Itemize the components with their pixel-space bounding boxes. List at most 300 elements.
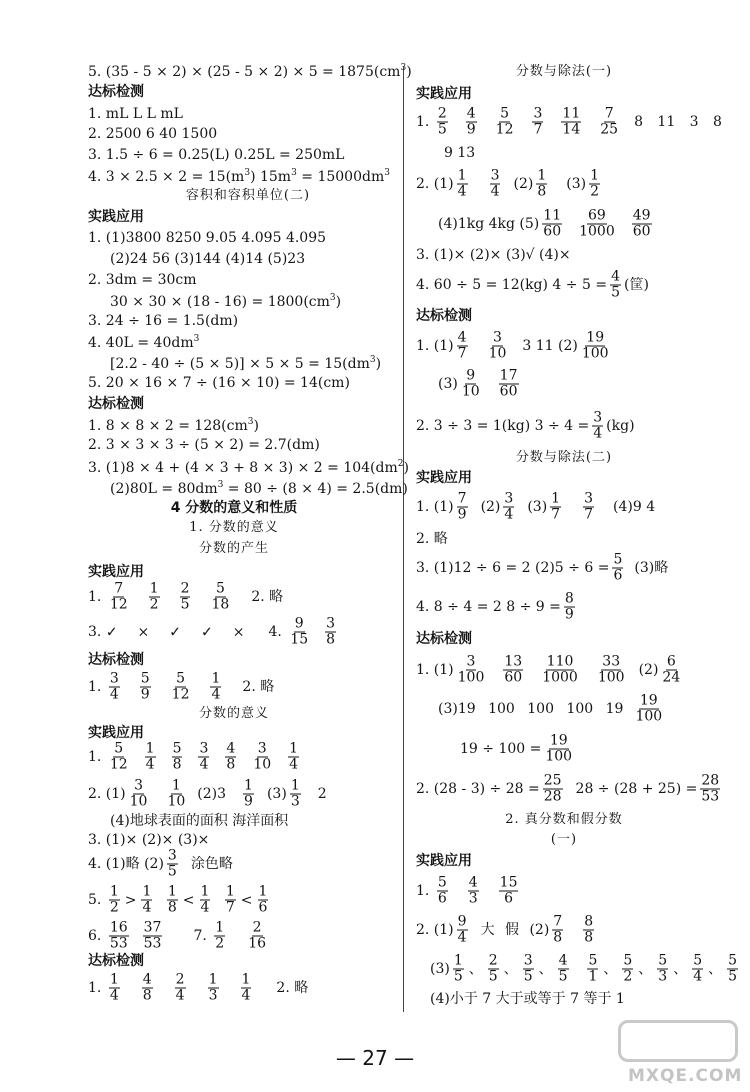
- denominator: 2: [590, 183, 600, 200]
- fraction: [503, 655, 523, 686]
- numerator: 2: [180, 580, 190, 597]
- numerator: 33: [602, 653, 621, 670]
- subsection-part: (一): [550, 832, 578, 847]
- fraction: [109, 885, 120, 916]
- fraction: [490, 169, 501, 200]
- denominator: 10: [461, 383, 480, 400]
- denominator: 1000: [542, 669, 578, 686]
- denominator: 9: [140, 686, 150, 703]
- denominator: 2: [623, 968, 633, 985]
- denominator: 25: [600, 121, 619, 138]
- numerator: 1: [244, 777, 253, 794]
- denominator: 28: [543, 788, 562, 805]
- fraction: [325, 617, 336, 648]
- denominator: 15: [290, 631, 309, 648]
- numerator: 9: [294, 615, 304, 632]
- denominator: 7: [457, 345, 467, 362]
- answer-line: 2. (1) $\frac{3}{10}$ $\frac{1}{10}$ (2)3 $\frac{1}{9}$ (3) $\frac{1}{3}$ 2: [88, 777, 327, 810]
- answer-line: 1. $\frac{7}{12}$ $\frac{1}{2}$ $\frac{2}{5}$ $\frac{5}{18}$ 2. 略: [88, 580, 284, 613]
- numerator: 5: [215, 580, 225, 597]
- denominator: 100: [635, 708, 663, 725]
- fraction: [289, 617, 309, 648]
- fraction: [258, 885, 269, 916]
- fraction: [532, 107, 543, 138]
- fraction: [634, 694, 663, 725]
- fraction: [210, 672, 221, 703]
- fraction: [589, 169, 600, 200]
- denominator: 4: [109, 987, 119, 1004]
- numerator: 25: [543, 772, 562, 789]
- page-number: — 27 —: [335, 1046, 415, 1070]
- judgement-mark: ×: [137, 624, 150, 640]
- denominator: 2: [109, 899, 119, 916]
- fraction: [692, 954, 703, 985]
- answer-line: 4. $40L = 40dm^3$: [88, 334, 200, 351]
- fraction: [453, 954, 464, 985]
- numerator: 49: [632, 207, 651, 224]
- numerator: 1: [200, 883, 210, 900]
- fraction: [172, 742, 183, 773]
- denominator: 8: [172, 756, 182, 773]
- fraction: [437, 876, 448, 907]
- numerator: 8: [564, 590, 574, 607]
- answer-line: 3. $(1)8 \times 4 + (4 \times 3 + 8 \times 3) \times 2 = 104(dm^2)$: [88, 459, 409, 476]
- numerator: 11: [543, 207, 562, 224]
- section-title: 分数与除法(一): [515, 64, 613, 79]
- section-heading-check: 达标检测: [88, 84, 144, 100]
- denominator: 100: [457, 669, 485, 686]
- answer-line: 1. (1) $\frac{4}{7}$ $\frac{3}{10}$ 3 11 (2) $\frac{19}{100}$: [416, 329, 609, 362]
- fraction: [552, 915, 563, 946]
- numerator: 1: [551, 490, 561, 507]
- fraction: [109, 921, 129, 952]
- fraction: [252, 742, 272, 773]
- numerator: 2: [252, 919, 262, 936]
- subsection-title: 1. 分数的意义: [189, 520, 279, 535]
- symbol: [574, 961, 583, 977]
- section-heading-practice: 实践应用: [416, 853, 472, 869]
- numerator: 1: [171, 777, 181, 794]
- judgement-mark: ×: [232, 624, 245, 640]
- section-heading-practice: 实践应用: [416, 470, 472, 486]
- denominator: 9: [457, 506, 467, 523]
- denominator: 4: [142, 899, 152, 916]
- numerator: 1: [145, 740, 155, 757]
- denominator: 12: [495, 121, 514, 138]
- denominator: 5: [488, 968, 498, 985]
- numerator: 15: [499, 874, 518, 891]
- fraction: [612, 553, 623, 584]
- denominator: 60: [632, 223, 651, 240]
- denominator: 100: [597, 669, 625, 686]
- fraction: [727, 954, 738, 985]
- denominator: 53: [143, 935, 162, 952]
- fraction: [466, 107, 477, 138]
- denominator: 7: [225, 899, 235, 916]
- answer-line: 3. 24 ÷ 16 = 1.5(dm): [88, 313, 239, 329]
- numerator: 1: [109, 883, 119, 900]
- denominator: 3: [290, 793, 300, 810]
- fraction: [610, 270, 621, 301]
- numerator: 37: [143, 919, 162, 936]
- fraction: [657, 954, 668, 985]
- answer-line: 1. $\frac{2}{5}$ $\frac{4}{9}$ $\frac{5}{12}$ $\frac{3}{7}$ $\frac{11}{14}$ $\frac{7}{25}$ 8 11 3 8: [416, 105, 722, 138]
- fraction: [622, 954, 633, 985]
- section-title: 分数的产生: [198, 541, 270, 556]
- fraction: [243, 779, 254, 810]
- fraction: [592, 411, 603, 442]
- fraction: [488, 954, 499, 985]
- numerator: 1: [457, 167, 467, 184]
- numerator: 1: [258, 883, 268, 900]
- section-heading-practice: 实践应用: [88, 209, 144, 225]
- numerator: 1: [109, 971, 119, 988]
- denominator: 60: [543, 223, 562, 240]
- answer-line: 4. 8 ÷ 4 = 2 8 ÷ 9 = $\frac{8}{9}$: [416, 590, 574, 623]
- fraction: [109, 672, 120, 703]
- denominator: 12: [109, 756, 128, 773]
- answer-line: (4)地球表面的面积 海洋面积: [110, 813, 289, 829]
- numerator: 3: [593, 409, 603, 426]
- denominator: 4: [289, 756, 299, 773]
- fraction: [225, 742, 236, 773]
- denominator: 1000: [579, 223, 615, 240]
- answer-line: 3. (1)12 ÷ 6 = 2 (2)5 ÷ 6 = $\frac{5}{6}$ (3)略: [416, 551, 669, 584]
- numerator: 19: [639, 692, 658, 709]
- fraction: [200, 885, 211, 916]
- symbol: 、: [538, 961, 553, 977]
- symbol: 、: [673, 961, 688, 977]
- fraction: [290, 779, 301, 810]
- numerator: 1: [453, 952, 463, 969]
- symbol: 、: [603, 961, 618, 977]
- numerator: 1: [149, 580, 159, 597]
- denominator: 6: [613, 567, 623, 584]
- symbol: 、: [708, 961, 723, 977]
- answer-line: 1. (1) $\frac{3}{100}$ $\frac{13}{60}$ $\frac{110}{1000}$ $\frac{33}{100}$ (2) $\frac{6}{24}$: [416, 653, 681, 686]
- fraction: [599, 107, 619, 138]
- judgement-mark: ✓: [201, 624, 213, 640]
- fraction: [503, 492, 514, 523]
- numerator: 110: [546, 653, 574, 670]
- fraction: [457, 492, 468, 523]
- numerator: 5: [693, 952, 703, 969]
- section-heading-practice: 实践应用: [416, 86, 472, 102]
- numerator: 4: [457, 329, 467, 346]
- numerator: 4: [611, 268, 620, 285]
- judgement-mark: ✓: [169, 624, 182, 640]
- answer-line: 2. (1) $\frac{9}{4}$ 大 假 (2) $\frac{7}{8}$ $\frac{8}{8}$: [416, 913, 594, 946]
- fraction: [632, 209, 652, 240]
- fraction: [542, 209, 562, 240]
- numerator: 3: [326, 615, 336, 632]
- watermark-logo: [618, 1020, 743, 1086]
- denominator: 2: [149, 596, 159, 613]
- chapter-title: 4 分数的意义和性质: [170, 500, 298, 516]
- denominator: 4: [457, 929, 467, 946]
- fraction: [175, 973, 186, 1004]
- numerator: 5: [500, 105, 510, 122]
- section-heading-check: 达标检测: [416, 308, 472, 324]
- column-divider: [403, 66, 404, 1012]
- answer-line: 1. $\frac{5}{6}$ $\frac{4}{3}$ $\frac{15}{6}$: [416, 874, 518, 907]
- answer-line: 3. ✓ × ✓ ✓ × 4. $\frac{9}{15}$ $\frac{3}{8}$: [88, 615, 336, 648]
- numerator: 5: [114, 740, 124, 757]
- numerator: 8: [584, 913, 594, 930]
- denominator: 8: [326, 631, 336, 648]
- denominator: 9: [244, 793, 253, 810]
- numerator: 1: [590, 167, 600, 184]
- section-heading-check: 达标检测: [416, 631, 472, 647]
- answer-line: 6. $\frac{16}{53}$ $\frac{37}{53}$ 7. $\frac{1}{2}$ $\frac{2}{16}$: [88, 919, 267, 952]
- numerator: 3: [199, 740, 209, 757]
- numerator: 1: [167, 883, 177, 900]
- denominator: 4: [175, 987, 185, 1004]
- denominator: 4: [504, 506, 514, 523]
- fraction: [129, 779, 149, 810]
- denominator: 8: [226, 756, 236, 773]
- numerator: 1: [142, 883, 152, 900]
- numerator: 1: [537, 167, 547, 184]
- fraction: [700, 774, 720, 805]
- denominator: 8: [553, 929, 563, 946]
- denominator: 100: [545, 748, 573, 765]
- numerator: 3: [257, 740, 267, 757]
- numerator: 19: [549, 732, 568, 749]
- fraction: [488, 331, 508, 362]
- numerator: 1: [289, 740, 299, 757]
- answer-line: $(2)80L = 80dm^3 = 80 \div (8 \times 4) = 2.5(dm)$: [110, 480, 408, 497]
- answer-line: 1. (1)3800 8250 9.05 4.095 4.095: [88, 230, 327, 246]
- section-heading-check: 达标检测: [88, 953, 144, 969]
- denominator: 7: [533, 121, 543, 138]
- fraction: [198, 742, 209, 773]
- fraction: [167, 885, 178, 916]
- fraction: [142, 973, 153, 1004]
- answer-line: (4)1kg 4kg (5) $\frac{11}{60}$ $\frac{69}{1000}$ $\frac{49}{60}$: [438, 207, 651, 240]
- answer-line: 2. 3 ÷ 3 = 1(kg) 3 ÷ 4 = $\frac{3}{4}$ (kg): [416, 409, 635, 442]
- denominator: 16: [248, 935, 267, 952]
- denominator: 3: [468, 890, 478, 907]
- answer-line: 2. (1) $\frac{1}{4}$ $\frac{3}{4}$ (2) $\frac{1}{8}$ (3) $\frac{1}{2}$: [416, 167, 600, 200]
- numerator: 5: [623, 952, 633, 969]
- fraction: [550, 492, 561, 523]
- denominator: 8: [584, 929, 594, 946]
- answer-line: $[2.2 - 40 \div (5 \times 5)] \times 5 \times 5 = 15(dm^3)$: [110, 355, 382, 372]
- denominator: 4: [211, 686, 221, 703]
- numerator: 69: [588, 207, 606, 224]
- numerator: 3: [493, 329, 502, 346]
- answer-line: 4. (1)略 (2) $\frac{3}{5}$ 涂色略: [88, 847, 233, 880]
- fraction: [587, 954, 598, 985]
- denominator: 60: [504, 669, 523, 686]
- answer-line: 1. $8 \times 8 \times 2 = 128(cm^3)$: [88, 417, 259, 434]
- denominator: 53: [701, 788, 720, 805]
- answer-line: 2. 2500 6 40 1500: [88, 126, 218, 142]
- fraction: [583, 492, 594, 523]
- numerator: 2: [437, 105, 447, 122]
- fraction: [210, 582, 230, 613]
- denominator: 100: [581, 345, 609, 362]
- fraction: [149, 582, 160, 613]
- fraction: [109, 973, 120, 1004]
- numerator: 1: [290, 777, 300, 794]
- numerator: 2: [488, 952, 498, 969]
- section-title: 容积和容积单位(二): [185, 188, 311, 203]
- denominator: 24: [662, 669, 681, 686]
- answer-line: 1. (1) $\frac{7}{9}$ (2) $\frac{3}{4}$ (3) $\frac{1}{7}$ $\frac{3}{7}$ (4)9 4: [416, 490, 656, 523]
- numerator: 5: [437, 874, 447, 891]
- denominator: 10: [129, 793, 148, 810]
- answer-line: (3)19 100 100 100 19 $\frac{19}{100}$: [438, 692, 663, 725]
- numerator: 4: [466, 105, 476, 122]
- denominator: 60: [499, 383, 518, 400]
- answer-line: 1. mL L L mL: [88, 106, 183, 122]
- section-title: 分数与除法(二): [515, 450, 613, 465]
- numerator: 7: [114, 580, 124, 597]
- denominator: 3: [658, 968, 668, 985]
- numerator: 4: [142, 971, 152, 988]
- fraction: [457, 331, 468, 362]
- denominator: 4: [109, 686, 119, 703]
- answer-line: 2. (28 - 3) ÷ 28 = $\frac{25}{28}$ 28 ÷ (28 + 25) = $\frac{28}{53}$: [416, 772, 720, 805]
- numerator: 1: [208, 971, 218, 988]
- denominator: 6: [258, 899, 268, 916]
- numerator: 5: [176, 670, 186, 687]
- denominator: 9: [564, 606, 574, 623]
- fraction: [457, 655, 486, 686]
- numerator: 1: [215, 919, 225, 936]
- numerator: 5: [658, 952, 668, 969]
- symbol: 、: [638, 961, 653, 977]
- denominator: 7: [551, 506, 561, 523]
- numerator: 5: [172, 740, 182, 757]
- symbol: <: [182, 892, 195, 908]
- denominator: 14: [562, 121, 581, 138]
- answer-line: 2. 3dm = 30cm: [88, 272, 197, 288]
- section-heading-check: 达标检测: [88, 396, 144, 412]
- section-heading-check: 达标检测: [88, 652, 144, 668]
- numerator: 1: [211, 670, 221, 687]
- answer-line: (2)24 56 (3)144 (4)14 (5)23: [110, 251, 306, 267]
- answer-line: 19 ÷ 100 = $\frac{19}{100}$: [460, 732, 573, 765]
- fraction: [536, 169, 547, 200]
- fraction: [564, 592, 575, 623]
- symbol: >: [124, 892, 137, 908]
- answer-line: 1. $\frac{5}{12}$ $\frac{1}{4}$ $\frac{5}{8}$ $\frac{3}{4}$ $\frac{4}{8}$ $\frac{3}{10}$ $\frac{1}{4}$: [88, 740, 299, 773]
- answer-line: 1. $\frac{3}{4}$ $\frac{5}{9}$ $\frac{5}{12}$ $\frac{1}{4}$ 2. 略: [88, 670, 275, 703]
- numerator: 4: [226, 740, 236, 757]
- judgement-mark: ✓: [105, 624, 118, 640]
- symbol: [157, 892, 161, 908]
- numerator: 17: [499, 367, 518, 384]
- numerator: 3: [504, 490, 514, 507]
- numerator: 28: [701, 772, 720, 789]
- numerator: 7: [604, 105, 614, 122]
- denominator: 9: [466, 121, 476, 138]
- denominator: 8: [142, 987, 152, 1004]
- watermark-mark-icon: [618, 1020, 738, 1062]
- watermark-text: MXQE.COM: [628, 1066, 743, 1086]
- fraction: [214, 921, 225, 952]
- denominator: 12: [171, 686, 190, 703]
- denominator: 5: [453, 968, 463, 985]
- fraction: [581, 331, 610, 362]
- denominator: 4: [593, 425, 603, 442]
- numerator: 3: [466, 653, 476, 670]
- answer-line: (3) $\frac{9}{10}$ $\frac{17}{60}$: [438, 367, 518, 400]
- answer-line: 4. $3 \times 2.5 \times 2 = 15(m^3) 15m^3 = 15000dm^3$: [88, 168, 390, 185]
- fraction: [457, 915, 468, 946]
- numerator: 19: [586, 329, 605, 346]
- section-title: 分数的意义: [198, 706, 270, 721]
- denominator: 5: [437, 121, 447, 138]
- denominator: 4: [241, 987, 251, 1004]
- numerator: 5: [728, 952, 738, 969]
- numerator: 11: [562, 105, 581, 122]
- fraction: [544, 734, 573, 765]
- denominator: 5: [611, 284, 620, 301]
- denominator: 10: [253, 756, 272, 773]
- section-heading-practice: 实践应用: [88, 725, 144, 741]
- denominator: 10: [488, 345, 507, 362]
- fraction: [561, 107, 581, 138]
- numerator: 3: [134, 777, 144, 794]
- denominator: 5: [523, 968, 533, 985]
- fraction: [140, 672, 151, 703]
- numerator: 9: [457, 913, 467, 930]
- fraction: [167, 849, 178, 880]
- section-heading-practice: 实践应用: [88, 564, 144, 580]
- denominator: 5: [167, 863, 177, 880]
- numerator: 3: [490, 167, 500, 184]
- answer-line: 5. 20 × 16 × 7 ÷ (16 × 10) = 14(cm): [88, 375, 350, 391]
- numerator: 4: [558, 952, 568, 969]
- numerator: 1: [241, 971, 251, 988]
- denominator: 8: [167, 899, 177, 916]
- denominator: 4: [199, 756, 209, 773]
- answer-line: (4)小于 7 大于或等于 7 等于 1: [430, 991, 625, 1007]
- fraction: [578, 209, 616, 240]
- answer-line: 4. 60 ÷ 5 = 12(kg) 4 ÷ 5 = $\frac{4}{5}$ (筐): [416, 268, 649, 301]
- fraction: [523, 954, 534, 985]
- fraction: [208, 973, 219, 1004]
- numerator: 2: [175, 971, 185, 988]
- denominator: 6: [504, 890, 514, 907]
- numerator: 4: [468, 874, 478, 891]
- subsection-title: 2. 真分数和假分数: [505, 812, 623, 827]
- denominator: 5: [180, 596, 190, 613]
- denominator: 53: [109, 935, 128, 952]
- denominator: 3: [208, 987, 218, 1004]
- denominator: 4: [693, 968, 703, 985]
- answer-line: 3. (1)× (2)× (3)×: [88, 832, 210, 848]
- numerator: 3: [167, 847, 177, 864]
- numerator: 5: [588, 952, 598, 969]
- denominator: 8: [537, 183, 547, 200]
- fraction: [558, 954, 569, 985]
- fraction: [141, 885, 152, 916]
- fraction: [597, 655, 626, 686]
- fraction: [468, 876, 479, 907]
- answer-line: 2. 略: [416, 531, 448, 547]
- fraction: [109, 582, 129, 613]
- fraction: [241, 973, 252, 1004]
- fraction: [225, 885, 236, 916]
- symbol: [215, 892, 219, 908]
- denominator: 2: [215, 935, 225, 952]
- fraction: [457, 169, 468, 200]
